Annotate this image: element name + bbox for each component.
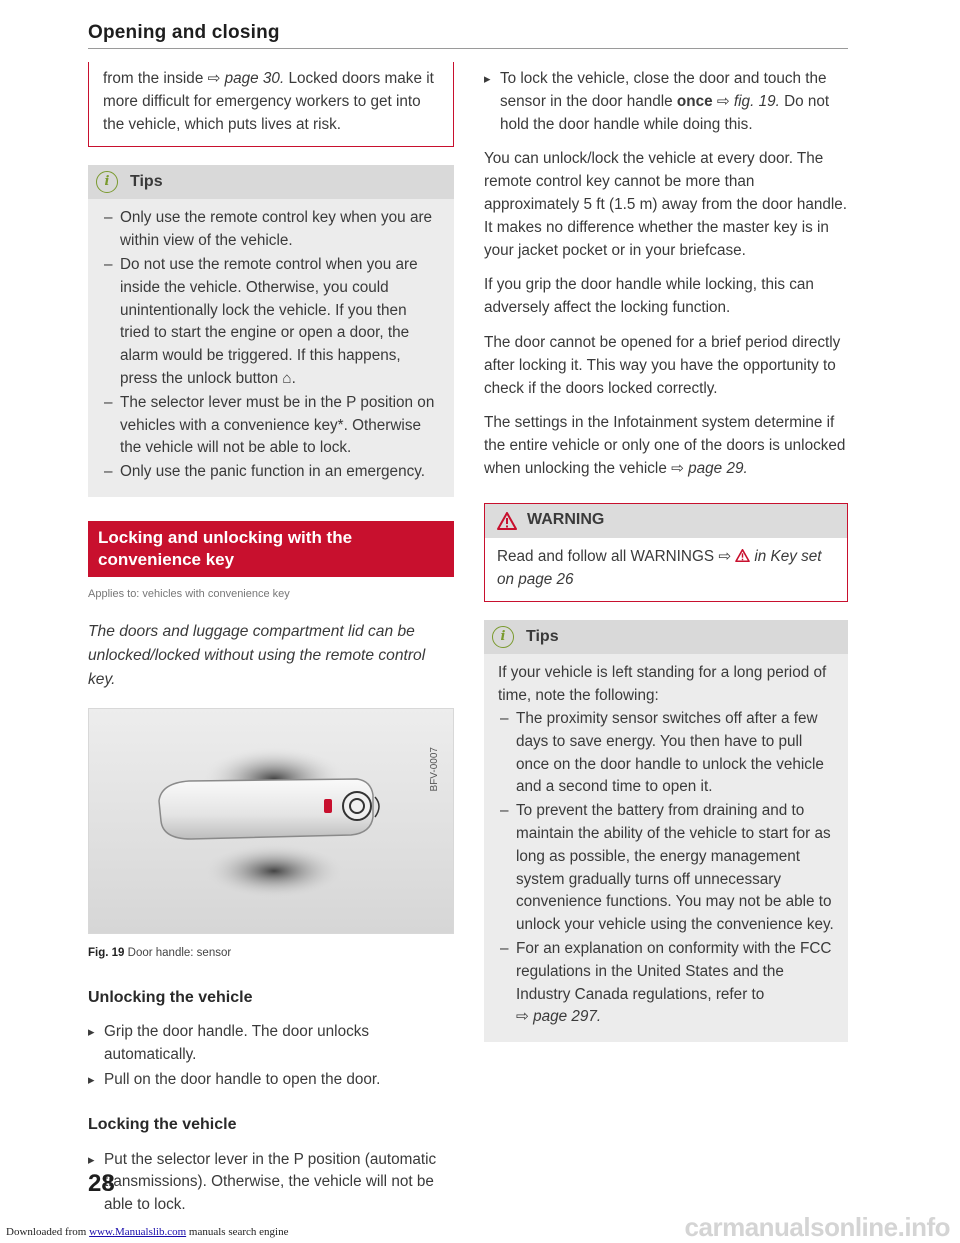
tips-item: – To prevent the battery from draining and to maintain the ability of the vehicle to start for as long as possible, the energy management system gradually turns off unnecessary convenience functions. You may not be able to unlock your vehicle using the convenience key. xyxy=(498,800,834,937)
paragraph: If you grip the door handle while locking, this can adversely affect the locking function. xyxy=(484,276,814,317)
fig-19-link[interactable]: ⇨ fig. 19. xyxy=(712,92,780,110)
footer-prefix: Downloaded from xyxy=(6,1226,90,1238)
tips-item: – Only use the remote control key when you are within view of the vehicle. xyxy=(102,207,440,253)
tips-item: – The proximity sensor switches off after a few days to save energy. You then have to pull once on the door handle to unlock the vehicle and a second time to open it. xyxy=(498,708,834,799)
page-29-link[interactable]: ⇨ page 29. xyxy=(671,459,748,477)
warning-box xyxy=(484,503,848,603)
warning-label: WARNING xyxy=(527,511,605,529)
warning-continuation xyxy=(88,62,454,147)
lock-steps xyxy=(484,68,848,136)
page-297-link[interactable]: ⇨ page 297. xyxy=(516,1008,602,1026)
applies-to: Applies to: vehicles with convenience key xyxy=(88,587,290,600)
figure-code: BFV-0007 xyxy=(429,746,441,792)
tips-item xyxy=(498,938,834,1029)
tips-item: – The selector lever must be in the P position on vehicles with a convenience key*. Otherwise the vehicle will not be able to lock. xyxy=(102,392,440,460)
info-icon: i xyxy=(96,171,118,193)
figure-caption xyxy=(88,942,454,965)
page-30-link[interactable]: ⇨ page 30. xyxy=(207,70,285,87)
locking-heading: Locking the vehicle xyxy=(88,1115,237,1133)
tips-box xyxy=(88,165,454,497)
warning-triangle-icon xyxy=(735,549,750,562)
intro-text: The doors and luggage compartment lid can be unlocked/locked without using the remote control key. xyxy=(88,622,426,688)
paragraph: The door cannot be opened for a brief period directly after locking it. This way you have the opportunity to check if the doors locked correctly. xyxy=(484,333,841,397)
tips-item-text: For an explanation on conformity with the FCC regulations in the United States and the Industry Canada regulations, refer to xyxy=(516,939,832,1003)
tips-box xyxy=(484,620,848,1042)
watermark: carmanualsonline.info xyxy=(684,1212,950,1242)
tips-label: Tips xyxy=(130,172,163,190)
locking-steps xyxy=(88,1149,454,1217)
warning-tail-text-start: from the inside xyxy=(103,70,208,87)
paragraph: You can unlock/lock the vehicle at every door. The remote control key cannot be more than approximately 5 ft (1.5 m) away from the door handle. It makes no difference whether the master key is in your jacket pocket or in your briefcase. xyxy=(484,150,848,259)
door-handle-illustration xyxy=(89,709,453,933)
warning-header xyxy=(485,504,847,538)
tips-label: Tips xyxy=(526,627,559,645)
section-title: Opening and closing xyxy=(88,22,280,43)
unlocking-step: ▸ Grip the door handle. The door unlocks automatically. xyxy=(88,1021,454,1067)
lock-step-text-end: Do not hold the door handle while doing this. xyxy=(500,92,830,133)
tips-list xyxy=(102,207,440,484)
warning-text: Read and follow all WARNINGS ⇨ xyxy=(497,547,736,565)
section-heading: Locking and unlocking with the convenience key xyxy=(88,521,454,577)
unlocking-step: ▸ Pull on the door handle to open the door. xyxy=(88,1069,454,1092)
figure-label: Fig. 19 xyxy=(88,946,125,959)
tips-list xyxy=(498,708,834,1029)
locking-step: ▸ Put the selector lever in the P position (automatic transmissions). Otherwise, the vehicle will not be able to lock. xyxy=(88,1149,454,1217)
figure-caption-text: Door handle: sensor xyxy=(127,946,232,959)
warning-triangle-icon xyxy=(497,512,517,530)
tips-intro: If your vehicle is left standing for a long period of time, note the following: xyxy=(498,664,827,705)
download-footer xyxy=(6,1226,288,1238)
tips-item: – Only use the panic function in an emergency. xyxy=(102,461,440,484)
warning-tail-text-end: Locked doors make it more difficult for emergency workers to get into the vehicle, which puts lives at risk. xyxy=(103,70,434,133)
unlocking-steps xyxy=(88,1021,454,1091)
lock-step xyxy=(484,68,848,136)
info-icon: i xyxy=(492,626,514,648)
tips-item: – Do not use the remote control when you are inside the vehicle. Otherwise, you could unintentionally lock the vehicle. If you then tried to start the engine or open a door, the alarm would be triggered. If this happens, press the unlock button ⌂. xyxy=(102,254,440,391)
key-set-page-26-link[interactable]: in Key set on page 26 xyxy=(497,547,822,588)
manualslib-link[interactable]: www.Manualslib.com xyxy=(89,1226,187,1238)
lock-step-text-start: To lock the vehicle, close the door and touch the sensor in the door handle xyxy=(500,70,827,110)
right-column xyxy=(484,62,848,1042)
left-column xyxy=(88,62,454,1219)
header-divider xyxy=(88,48,848,49)
lock-step-bold: once xyxy=(676,92,713,110)
page-number: 28 xyxy=(88,1170,115,1197)
paragraph xyxy=(484,412,848,480)
warning-body xyxy=(485,538,847,602)
tips-header xyxy=(88,165,454,199)
paragraph-text: The settings in the Infotainment system determine if the entire vehicle or only one of the doors is unlocked when unlocking the vehicle xyxy=(484,414,846,477)
footer-suffix: manuals search engine xyxy=(186,1226,289,1238)
tips-header xyxy=(484,620,848,654)
unlocking-heading: Unlocking the vehicle xyxy=(88,988,253,1006)
door-handle-figure xyxy=(88,708,454,934)
